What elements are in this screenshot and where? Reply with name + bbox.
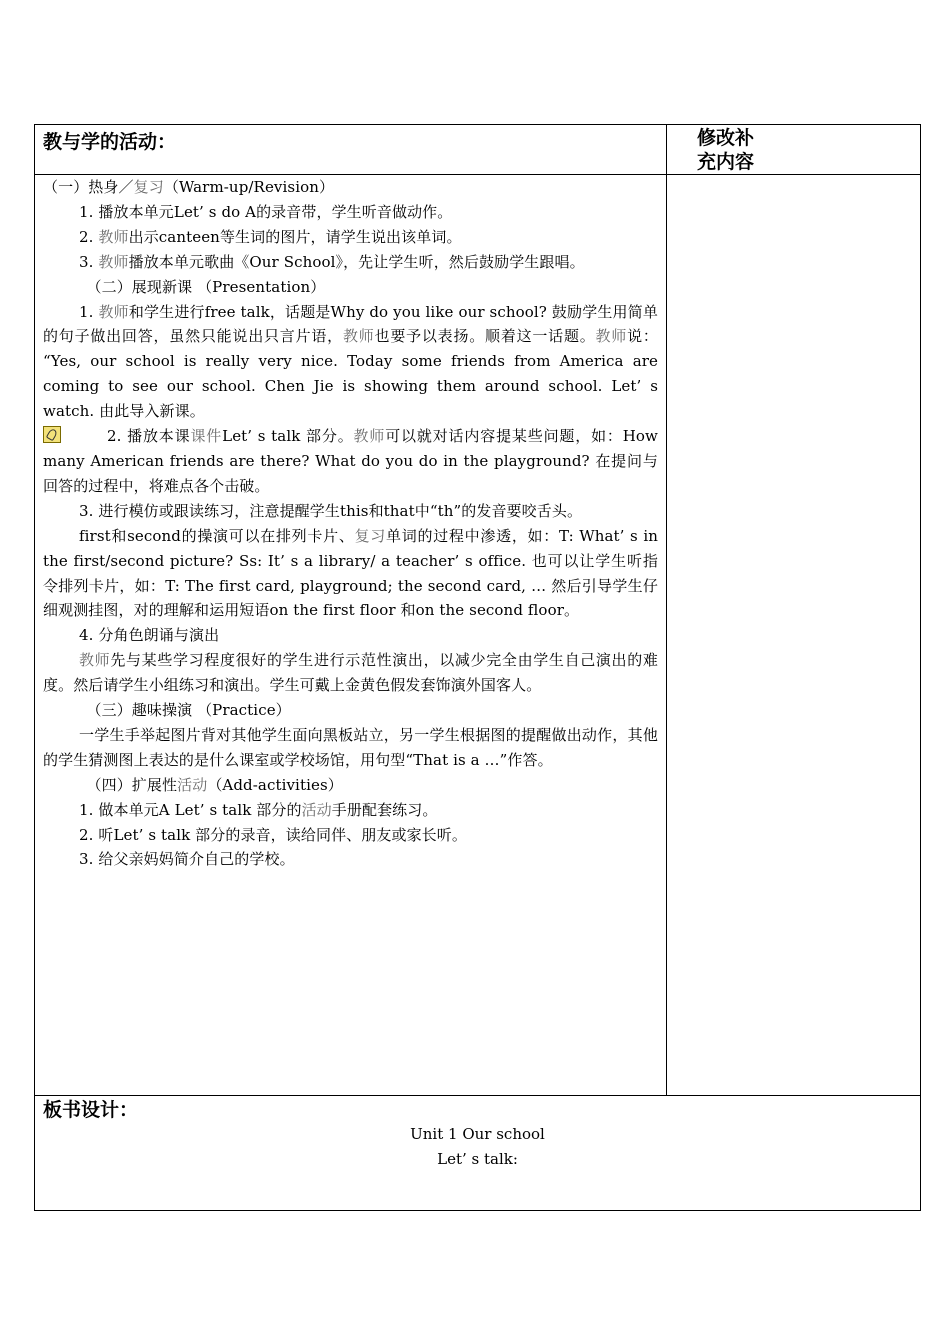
activities-content: [35, 175, 667, 1096]
presentation-first-second: first和second的操演可以在排列卡片、复习单词的过程中渗透，如：T: What’ s in the first/second picture? Ss: It’ s a library/ a teacher’ s office. 也可以让学生听指令排列卡片，如：T: The first card, playground; the second card, … 然后引导学生仔细观测挂图，对的理解和运用短语on the first floor 和on the second floor。: [43, 526, 658, 620]
notes-header: [667, 125, 921, 175]
section-presentation-title: （二）展现新课 （Presentation）: [86, 277, 326, 296]
notes-content[interactable]: [667, 175, 921, 1096]
activities-title: 教与学的活动：: [43, 131, 177, 153]
presentation-step-2: 2. 播放本课课件Let’ s talk 部分。教师可以就对话内容提某些问题，如：How many American friends are there? What do you do in the playground? 在提问与回答的过程中，将难点各个击破。: [43, 427, 658, 495]
notes-title-line2: 充内容: [697, 151, 755, 173]
practice-description: 一学生手举起图片背对其他学生面向黑板站立，另一学生根据图的提醒做出动作，其他的学生猜测图上表达的是什么课室或学校场馆，用句型“That is a …”作答。: [43, 725, 658, 769]
warmup-step-1: 1. 播放本单元Let’ s do A的录音带，学生听音做动作。: [79, 202, 453, 221]
extension-step-2: 2. 听Let’ s talk 部分的录音，读给同伴、朋友或家长听。: [79, 825, 467, 844]
board-design: [35, 1096, 921, 1211]
extension-step-1: 1. 做本单元A Let’ s talk 部分的活动手册配套练习。: [79, 800, 438, 819]
section-extension-title: （四）扩展性活动（Add-activities）: [86, 775, 343, 794]
presentation-step-3: 3. 进行模仿或跟读练习，注意提醒学生this和that中“th”的发音要咬舌头。: [79, 501, 583, 520]
notes-title-line1: 修改补: [697, 127, 755, 149]
presentation-step-1: 1. 教师和学生进行free talk，话题是Why do you like our school? 鼓励学生用简单的句子做出回答，虽然只能说出只言片语，教师也要予以表扬。顺着这一话题。教师说： “Yes, our school is really very nice. Today some friends from America are coming to see our school. Chen Jie is showing them around school. Let’ s watch. 由此导入新课。: [43, 302, 659, 421]
warmup-step-2: 2. 教师出示canteen等生词的图片，请学生说出该单词。: [79, 227, 462, 246]
section-practice-title: （三）趣味操演 （Practice）: [86, 701, 291, 720]
board-title: 板书设计：: [43, 1099, 139, 1121]
section-warmup-title: （一）热身／复习（Warm-up/Revision）: [43, 178, 335, 196]
lesson-plan-table: [34, 124, 921, 1211]
presentation-roleplay: 教师先与某些学习程度很好的学生进行示范性演出，以减少完全由学生自己演出的难度。然后请学生小组练习和演出。学生可戴上金黄色假发套饰演外国客人。: [43, 651, 658, 695]
comment-pen-icon[interactable]: [43, 426, 61, 443]
board-line-2: Let’ s talk:: [437, 1150, 518, 1168]
activities-header: [35, 125, 667, 175]
board-line-1: Unit 1 Our school: [410, 1125, 545, 1143]
presentation-step-4: 4. 分角色朗诵与演出: [79, 626, 220, 645]
extension-step-3: 3. 给父亲妈妈简介自己的学校。: [79, 850, 295, 869]
warmup-step-3: 3. 教师播放本单元歌曲《Our School》，先让学生听，然后鼓励学生跟唱。: [79, 252, 585, 271]
